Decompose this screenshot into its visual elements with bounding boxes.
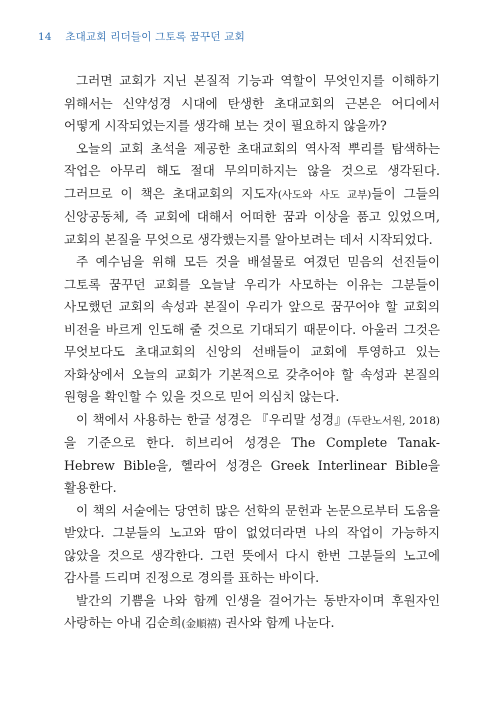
running-head — [38, 29, 245, 44]
page-number: 14 — [38, 31, 52, 43]
paragraph-6-after: 권사와 함께 나눈다. — [221, 615, 335, 630]
paragraph-6-note: (金順禧) — [181, 618, 222, 630]
paragraph-1: 그러면 교회가 지닌 본질적 기능과 역할이 무엇인지를 이해하기 위해서는 신약성경 시대에 탄생한 초대교회의 근본은 어디에서 어떻게 시작되었는지를 생각해 보는 것이 필요하지 않을까? — [64, 73, 440, 133]
running-title: 초대교회 리더들이 그토록 꿈꾸던 교회 — [65, 31, 245, 43]
body-text — [64, 70, 440, 636]
paragraph-2-after: 들이 그들의 신앙공동체, 즉 교회에 대해서 어떠한 꿈과 이상을 품고 있었으며, 교회의 본질을 무엇으로 생각했는지를 알아보려는 데서 시작되었다. — [64, 185, 441, 247]
paragraph-6-before: 발간의 기쁨을 나와 함께 인생을 걸어가는 동반자이며 후원자인 사랑하는 아내 김순희 — [64, 592, 440, 630]
paragraph-3: 주 예수님을 위해 모든 것을 배설물로 여겼던 믿음의 선진들이 그토록 꿈꾸던 교회를 오늘날 우리가 사모하는 이유는 그분들이 사모했던 교회의 속성과 본질이 우리가 앞으로 꿈꾸어야 할 교회의 비전을 바르게 인도해 줄 것으로 기대되기 때문이다. 아울러 그것은 무엇보다도 초대교회의 신앙의 선배들이 교회에 투영하고 있는 자화상에서 오늘의 교회가 기본적으로 갖추어야 할 속성과 본질의 원형을 확인할 수 있을 것으로 믿어 의심치 않는다. — [64, 254, 440, 404]
paragraph-4-before: 이 책에서 사용하는 한글 성경은 『우리말 성경』 — [76, 411, 348, 427]
paragraph-5: 이 책의 서술에는 당연히 많은 선학의 문헌과 논문으로부터 도움을 받았다. 그분들의 노고와 땀이 없었더라면 나의 작업이 가능하지 않았을 것으로 생각한다. 그런 뜻에서 다시 한번 그분들의 노고에 감사를 드리며 진정으로 경의를 표하는 바이다. — [64, 502, 440, 585]
paragraph-2-note: (사도와 사도 교부) — [277, 188, 372, 201]
paragraph-6 — [64, 590, 440, 636]
paragraph-4-after: 을 기준으로 한다. 히브리어 성경은 The Complete Tanak-Hebrew Bible을, 헬라어 성경은 Greek Interlinear Bible을 활용한다. — [64, 435, 440, 495]
paragraph-4-note: (두란노서원, 2018) — [347, 414, 440, 427]
paragraph-2 — [64, 138, 440, 252]
paragraph-4 — [64, 409, 440, 500]
paragraph-2-before: 오늘의 교회 초석을 제공한 초대교회의 역사적 뿌리를 탐색하는 작업은 아무리 해도 절대 무의미하지는 않을 것으로 생각된다. 그러므로 이 책은 초대교회의 지도자 — [64, 140, 440, 201]
